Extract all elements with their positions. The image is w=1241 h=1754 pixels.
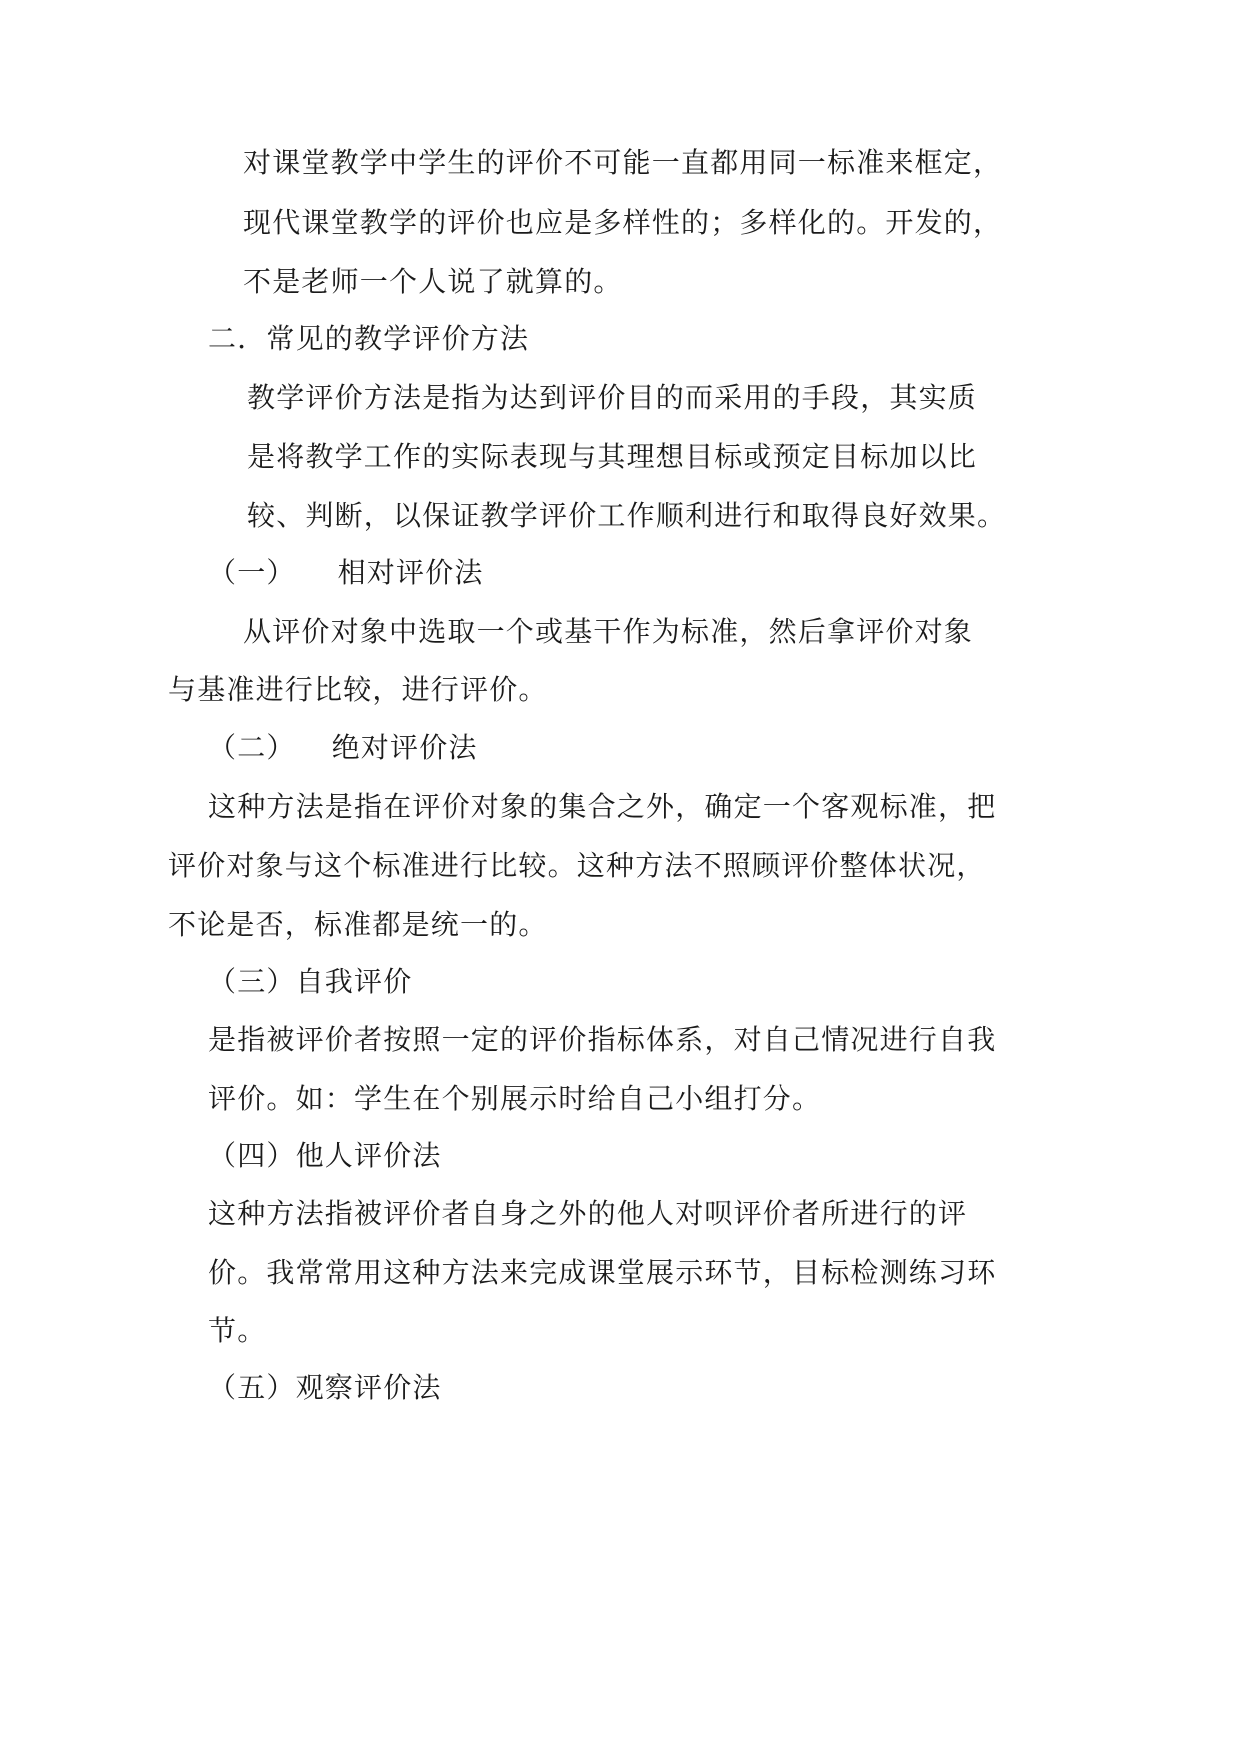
method-4-heading: （四）他人评价法: [208, 1139, 442, 1172]
method-2-line-1: 这种方法是指在评价对象的集合之外，确定一个客观标准，把: [208, 790, 997, 823]
method-2-heading: [208, 728, 478, 768]
method-1-line-2: 与基准进行比较，进行评价。: [168, 673, 548, 706]
method-3-line-2: 评价。如：学生在个别展示时给自己小组打分。: [208, 1082, 822, 1115]
paragraph-1-line-1: 对课堂教学中学生的评价不可能一直都用同一标准来框定，: [243, 146, 1003, 179]
paragraph-1-line-3: 不是老师一个人说了就算的。: [243, 265, 623, 298]
method-5-heading: （五）观察评价法: [208, 1371, 442, 1404]
section-2-intro-line-3: 较、判断，以保证教学评价工作顺利进行和取得良好效果。: [247, 499, 1007, 532]
section-2-intro-line-2: 是将教学工作的实际表现与其理想目标或预定目标加以比: [247, 440, 978, 473]
method-3-heading: （三）自我评价: [208, 965, 413, 998]
method-1-heading: [208, 553, 484, 593]
section-2-intro-line-1: 教学评价方法是指为达到评价目的而采用的手段，其实质: [247, 381, 978, 414]
method-4-line-3: 节。: [208, 1314, 267, 1347]
method-2-line-2: 评价对象与这个标准进行比较。这种方法不照顾评价整体状况，: [168, 849, 986, 882]
method-2-title: 绝对评价法: [331, 731, 478, 764]
method-4-line-1: 这种方法指被评价者自身之外的他人对呗评价者所进行的评: [208, 1197, 968, 1230]
paragraph-1-line-2: 现代课堂教学的评价也应是多样性的；多样化的。开发的，: [243, 206, 1003, 239]
method-1-title: 相对评价法: [337, 556, 484, 589]
section-2-heading: 二．常见的教学评价方法: [208, 322, 530, 355]
method-3-line-1: 是指被评价者按照一定的评价指标体系，对自己情况进行自我: [208, 1023, 997, 1056]
method-4-line-2: 价。我常常用这种方法来完成课堂展示环节，目标检测练习环: [208, 1256, 997, 1289]
method-2-line-3: 不论是否，标准都是统一的。: [168, 908, 548, 941]
method-2-number: （二）: [208, 731, 296, 764]
method-1-line-1: 从评价对象中选取一个或基干作为标准，然后拿评价对象: [243, 615, 974, 648]
method-1-number: （一）: [208, 556, 296, 589]
